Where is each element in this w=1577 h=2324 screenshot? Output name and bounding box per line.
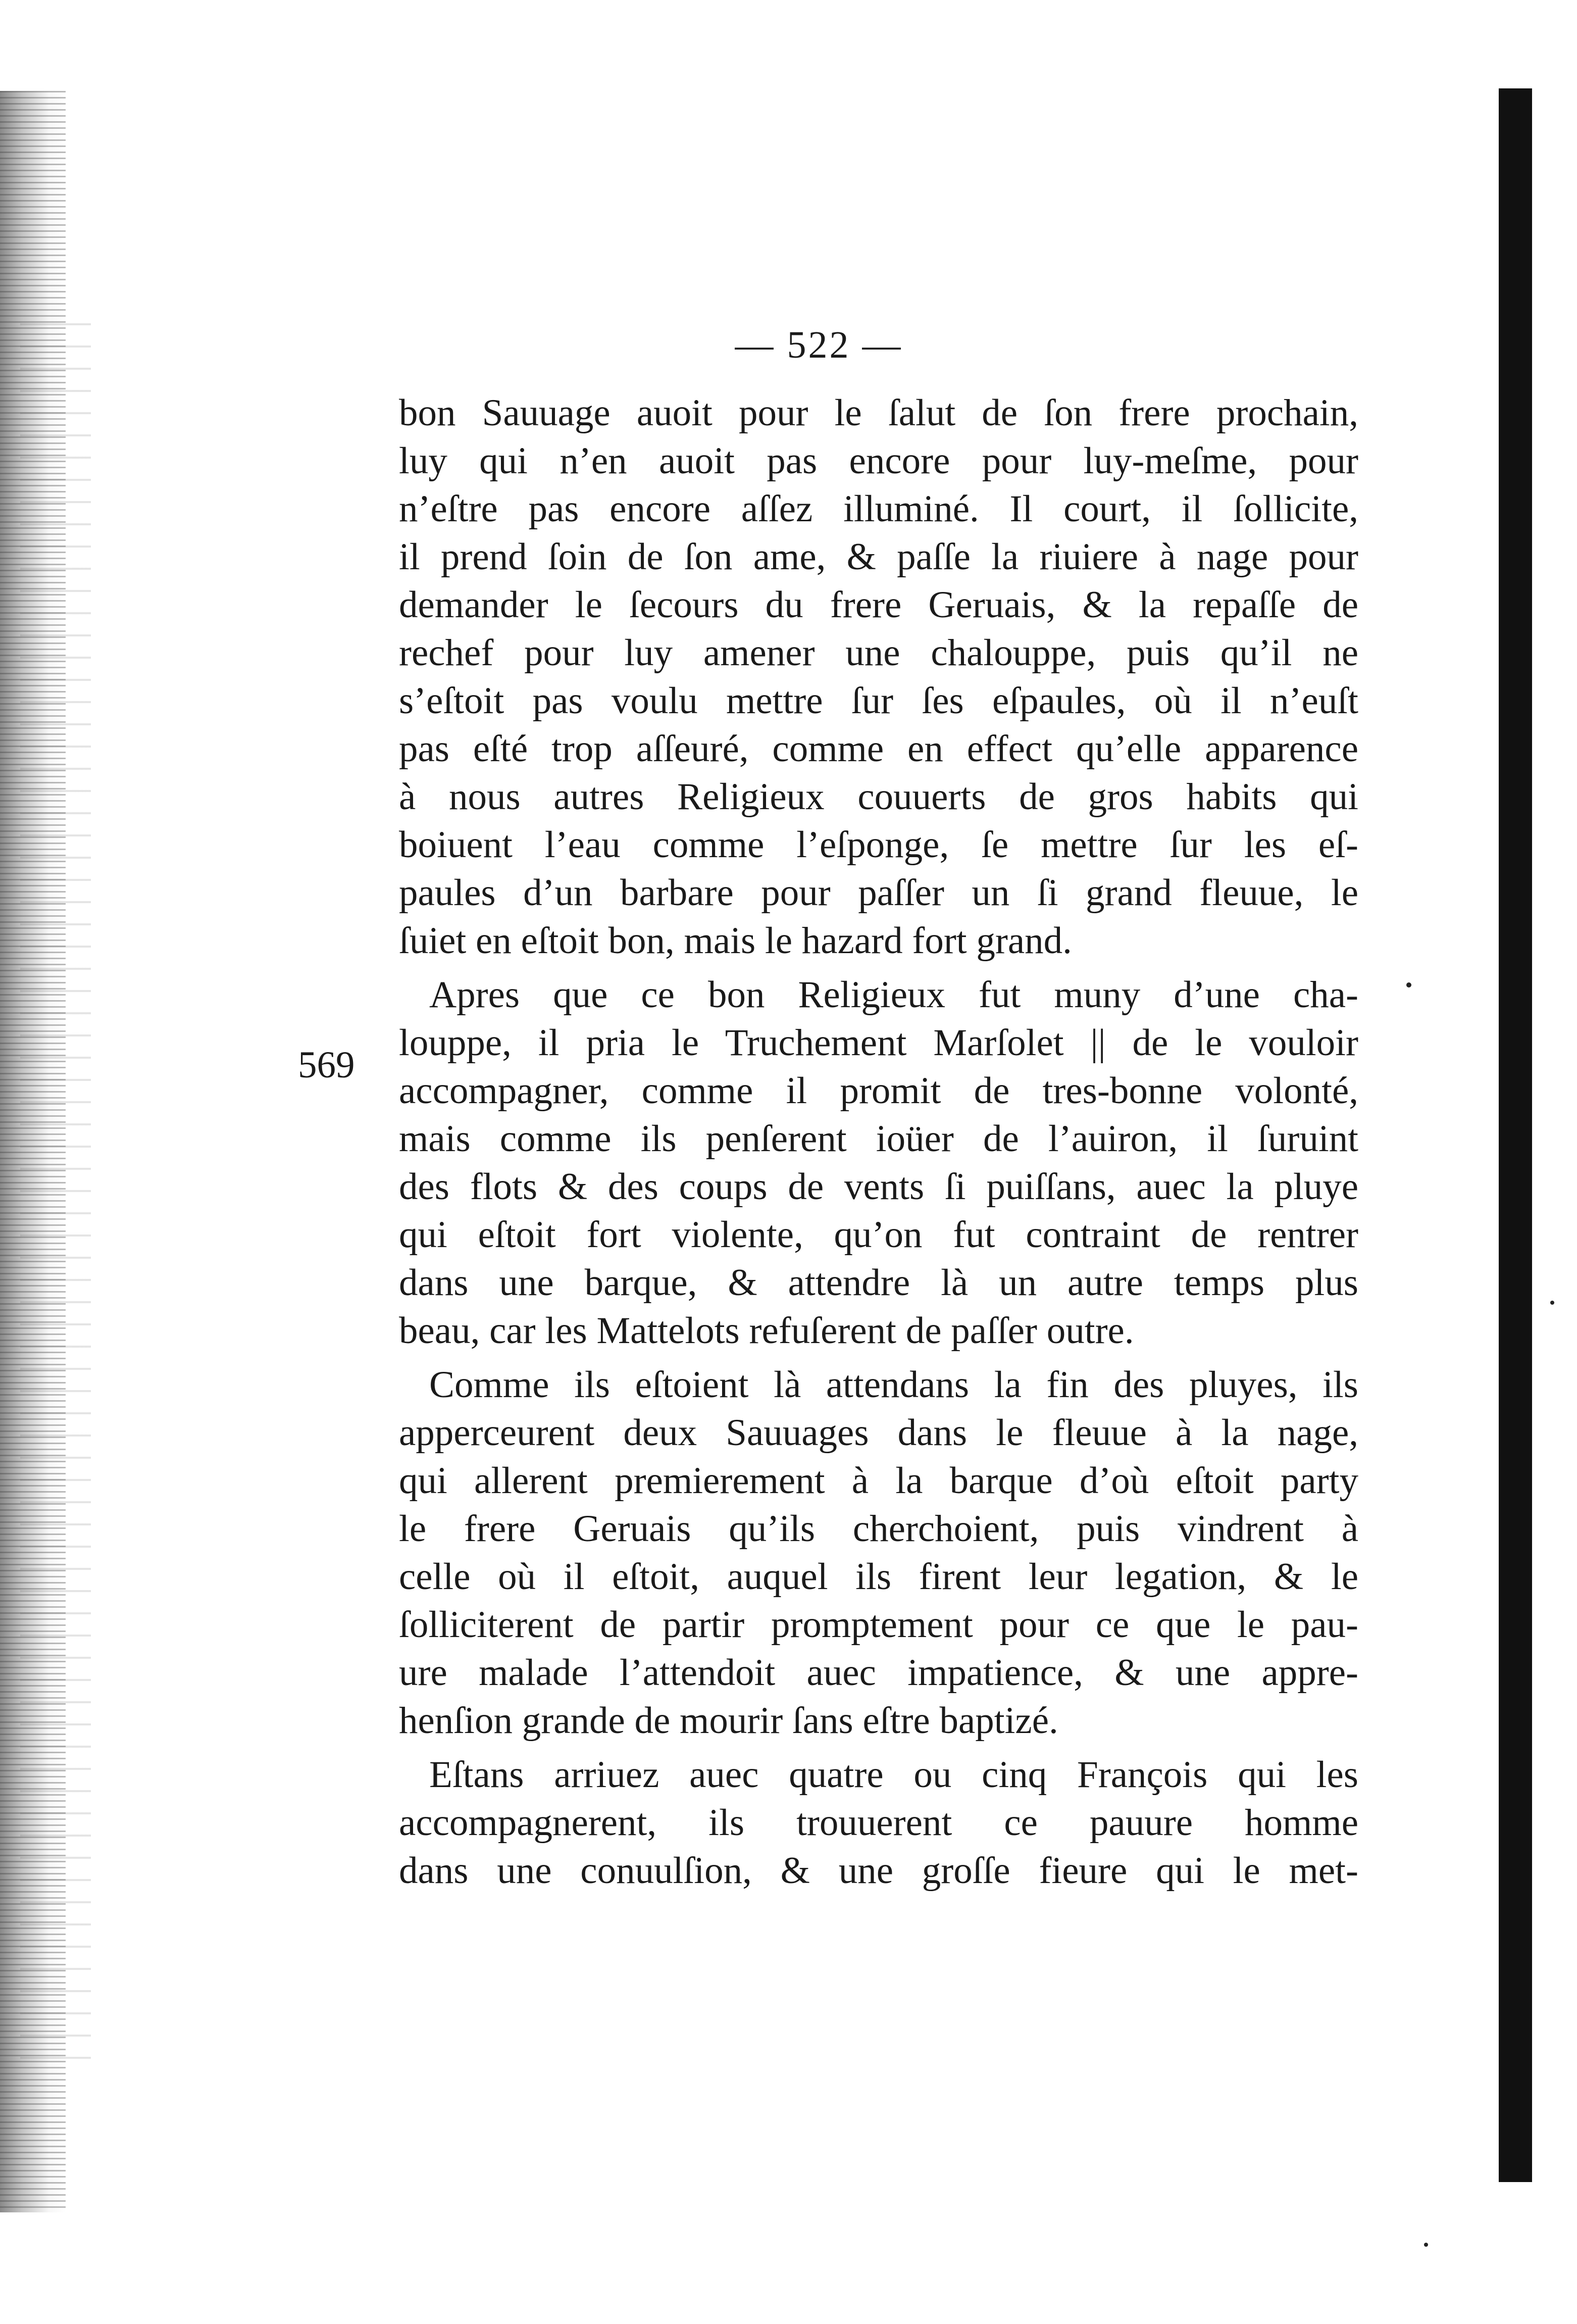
text-line: rechef pour luy amener une chalouppe, puis qu’il ne	[399, 632, 1358, 674]
scan-binding-texture	[20, 303, 91, 2071]
text-line: paules d’un barbare pour paſſer un ſi grand fleuue, le	[399, 872, 1358, 914]
text-line: ure malade l’attendoit auec impatience, & une appre-	[399, 1652, 1358, 1694]
text-line: pas eſté trop aſſeuré, comme en effect qu’elle apparence	[399, 728, 1358, 770]
text-line: à nous autres Religieux couuerts de gros habits qui	[399, 776, 1358, 818]
text-line: bon Sauuage auoit pour le ſalut de ſon frere prochain,	[399, 392, 1358, 434]
text-line: luy qui n’en auoit pas encore pour luy-meſme, pour	[399, 440, 1358, 482]
text-line: apperceurent deux Sauuages dans le fleuue à la nage,	[399, 1412, 1358, 1454]
scan-speck	[1424, 2243, 1428, 2247]
text-line: dans une conuulſion, & une groſſe fieure qui le met-	[399, 1850, 1358, 1892]
text-line: dans une barque, & attendre là un autre temps plus	[399, 1262, 1358, 1304]
body-text	[399, 389, 1358, 1895]
text-line: qui allerent premierement à la barque d’où eſtoit party	[399, 1460, 1358, 1502]
text-line: Apres que ce bon Religieux fut muny d’une cha-	[429, 974, 1358, 1016]
scan-speck	[1550, 1301, 1554, 1305]
text-line: henſion grande de mourir ſans eſtre baptizé.	[399, 1700, 1058, 1742]
text-line: ſuiet en eſtoit bon, mais le hazard fort grand.	[399, 920, 1072, 962]
text-line: mais comme ils penſerent ioüer de l’auiron, il ſuruint	[399, 1118, 1358, 1160]
text-line: il prend ſoin de ſon ame, & paſſe la riuiere à nage pour	[399, 536, 1358, 578]
paragraph-gap	[399, 1745, 1358, 1751]
text-line: des flots & des coups de vents ſi puiſſans, auec la pluye	[399, 1166, 1358, 1208]
text-line: Comme ils eſtoient là attendans la fin des pluyes, ils	[429, 1364, 1358, 1406]
text-line: n’eſtre pas encore aſſez illuminé. Il court, il ſollicite,	[399, 488, 1358, 530]
text-line: beau, car les Mattelots refuſerent de paſſer outre.	[399, 1310, 1134, 1352]
scan-speck	[1406, 982, 1411, 987]
scan-binding-edge-right	[1499, 88, 1532, 2182]
margin-page-reference: 569	[298, 1044, 355, 1086]
text-line: le frere Geruais qu’ils cherchoient, puis vindrent à	[399, 1508, 1358, 1550]
text-line: accompagner, comme il promit de tres-bonne volonté,	[399, 1070, 1358, 1112]
paragraph-gap	[399, 965, 1358, 971]
text-line: louppe, il pria le Truchement Marſolet || de le vouloir	[399, 1022, 1358, 1064]
text-line: Eſtans arriuez auec quatre ou cinq François qui les	[429, 1754, 1358, 1796]
text-line: accompagnerent, ils trouuerent ce pauure homme	[399, 1802, 1358, 1844]
text-line: s’eſtoit pas voulu mettre ſur ſes eſpaules, où il n’euſt	[399, 680, 1358, 722]
page-number: — 522 —	[735, 324, 903, 366]
text-line: demander le ſecours du frere Geruais, & la repaſſe de	[399, 584, 1358, 626]
text-line: boiuent l’eau comme l’eſponge, ſe mettre ſur les eſ-	[399, 824, 1358, 866]
text-line: qui eſtoit fort violente, qu’on fut contraint de rentrer	[399, 1214, 1358, 1256]
text-line: celle où il eſtoit, auquel ils firent leur legation, & le	[399, 1556, 1358, 1598]
text-line: ſolliciterent de partir promptement pour ce que le pau-	[399, 1604, 1358, 1646]
paragraph-gap	[399, 1355, 1358, 1361]
